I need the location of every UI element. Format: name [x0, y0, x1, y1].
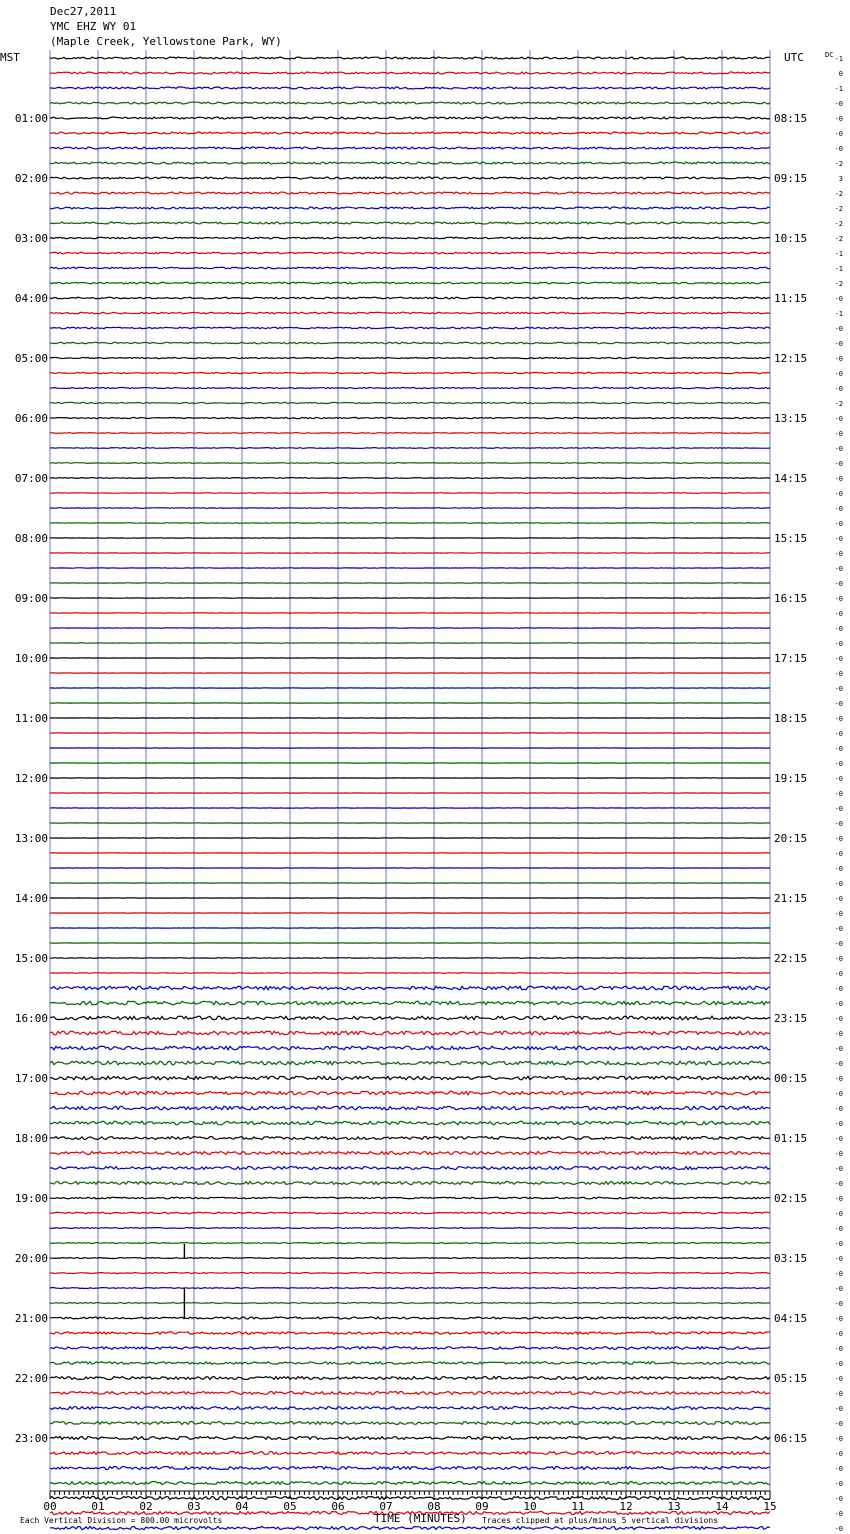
seismic-trace [50, 1243, 770, 1244]
seismic-trace [50, 297, 770, 299]
dc-offset-value: -1 [834, 55, 843, 63]
seismic-trace [50, 1407, 770, 1410]
dc-offset-value: -0 [834, 355, 843, 363]
x-tick-label: 05 [283, 1500, 297, 1513]
hour-label-mst: 05:00 [14, 352, 48, 365]
dc-offset-value: -0 [834, 910, 843, 918]
dc-offset-value: 0 [838, 70, 843, 78]
dc-offset-value: -0 [834, 445, 843, 453]
dc-offset-value: -0 [834, 1075, 843, 1083]
dc-offset-value: -0 [834, 505, 843, 513]
dc-offset-value: -0 [834, 1510, 843, 1518]
hour-label-utc: 19:15 [774, 772, 808, 785]
dc-offset-value: -0 [834, 1405, 843, 1413]
hour-label-utc: 12:15 [774, 352, 808, 365]
seismic-trace [50, 387, 770, 388]
seismic-trace [50, 1167, 770, 1170]
dc-offset-value: -2 [834, 220, 843, 228]
dc-offset-value: -0 [834, 625, 843, 633]
dc-offset-value: -0 [834, 790, 843, 798]
dc-offset-value: -2 [834, 190, 843, 198]
seismic-trace [50, 1031, 770, 1035]
dc-offset-value: -0 [834, 1360, 843, 1368]
seismic-trace [50, 986, 770, 990]
seismic-trace [50, 1182, 770, 1185]
clipping-note: Traces clipped at plus/minus 5 vertical divisions [482, 1516, 719, 1525]
seismic-trace [50, 1228, 770, 1229]
seismic-trace [50, 973, 770, 974]
dc-offset-value: -0 [834, 1390, 843, 1398]
seismic-trace [50, 463, 770, 464]
dc-offset-value: -2 [834, 205, 843, 213]
dc-offset-value: -0 [834, 1210, 843, 1218]
seismic-trace [50, 1273, 770, 1274]
dc-offset-value: -0 [834, 100, 843, 108]
vertical-scale-note: Each Vertical Division = 800.00 microvolts [20, 1516, 223, 1525]
dc-offset-value: -0 [834, 1030, 843, 1038]
dc-offset-value: -2 [834, 280, 843, 288]
dc-offset-value: -0 [834, 1255, 843, 1263]
dc-offset-value: -0 [834, 490, 843, 498]
hour-label-mst: 21:00 [14, 1312, 48, 1325]
dc-offset-value: -0 [834, 1225, 843, 1233]
seismic-trace [50, 1212, 770, 1214]
seismic-trace [50, 237, 770, 239]
dc-offset-value: -0 [834, 385, 843, 393]
hour-label-utc: 09:15 [774, 172, 808, 185]
seismic-trace [50, 117, 770, 119]
dc-offset-value: -0 [834, 775, 843, 783]
seismic-trace [50, 1422, 770, 1425]
dc-offset-value: -0 [834, 610, 843, 618]
seismic-trace [50, 1121, 770, 1125]
hour-label-utc: 02:15 [774, 1192, 808, 1205]
hour-label-utc: 11:15 [774, 292, 808, 305]
seismic-trace [50, 402, 770, 403]
x-tick-label: 14 [715, 1500, 729, 1513]
dc-offset-value: -0 [834, 1465, 843, 1473]
dc-offset-value: -0 [834, 1240, 843, 1248]
seismic-trace [50, 1016, 770, 1020]
hour-label-utc: 10:15 [774, 232, 808, 245]
hour-label-mst: 13:00 [14, 832, 48, 845]
hour-label-mst: 02:00 [14, 172, 48, 185]
dc-offset-value: -1 [834, 310, 843, 318]
hour-label-mst: 14:00 [14, 892, 48, 905]
hour-label-utc: 23:15 [774, 1012, 808, 1025]
seismic-trace [50, 1258, 770, 1259]
dc-offset-value: -0 [834, 1000, 843, 1008]
dc-offset-value: -0 [834, 1330, 843, 1338]
x-tick-label: 08 [427, 1500, 441, 1513]
dc-offset-value: -0 [834, 685, 843, 693]
dc-offset-value: -0 [834, 370, 843, 378]
hour-label-utc: 00:15 [774, 1072, 808, 1085]
hour-label-mst: 09:00 [14, 592, 48, 605]
seismic-trace [50, 282, 770, 284]
dc-offset-value: -0 [834, 655, 843, 663]
seismic-trace [50, 162, 770, 164]
dc-offset-value: -0 [834, 745, 843, 753]
dc-offset-value: -0 [834, 730, 843, 738]
dc-offset-value: -0 [834, 1435, 843, 1443]
hour-label-utc: 01:15 [774, 1132, 808, 1145]
dc-offset-value: -0 [834, 550, 843, 558]
hour-label-mst: 10:00 [14, 652, 48, 665]
hour-label-utc: 15:15 [774, 532, 808, 545]
hour-label-utc: 16:15 [774, 592, 808, 605]
dc-offset-value: -0 [834, 295, 843, 303]
dc-offset-value: -0 [834, 325, 843, 333]
hour-label-utc: 18:15 [774, 712, 808, 725]
seismic-trace [50, 222, 770, 224]
dc-offset-value: -2 [834, 160, 843, 168]
seismic-trace [50, 1091, 770, 1095]
seismic-trace [50, 1526, 770, 1529]
dc-offset-value: -0 [834, 820, 843, 828]
dc-offset-value: -0 [834, 1090, 843, 1098]
right-timezone-label: UTC [784, 51, 804, 64]
hour-label-mst: 08:00 [14, 532, 48, 545]
seismic-trace [50, 132, 770, 134]
x-tick-label: 00 [43, 1500, 57, 1513]
x-tick-label: 13 [667, 1500, 681, 1513]
dc-offset-value: -0 [834, 340, 843, 348]
seismic-trace [50, 1332, 770, 1335]
dc-offset-value: -1 [834, 265, 843, 273]
seismic-trace [50, 1362, 770, 1365]
seismic-trace [50, 147, 770, 149]
dc-offset-value: -0 [834, 1345, 843, 1353]
x-tick-label: 04 [235, 1500, 249, 1513]
dc-offset-value: -0 [834, 1045, 843, 1053]
chart-station: YMC EHZ WY 01 [50, 20, 137, 33]
dc-offset-value: -0 [834, 1135, 843, 1143]
dc-offset-value: -0 [834, 1495, 843, 1503]
hour-label-mst: 20:00 [14, 1252, 48, 1265]
hour-label-utc: 03:15 [774, 1252, 808, 1265]
seismic-trace [50, 1137, 770, 1140]
hour-label-utc: 04:15 [774, 1312, 808, 1325]
dc-offset-value: -0 [834, 460, 843, 468]
seismic-trace [50, 177, 770, 179]
seismic-trace [50, 57, 770, 59]
dc-offset-value: -0 [834, 985, 843, 993]
dc-offset-value: -0 [834, 565, 843, 573]
hour-label-mst: 16:00 [14, 1012, 48, 1025]
seismic-trace [50, 102, 770, 104]
hour-label-mst: 19:00 [14, 1192, 48, 1205]
dc-offset-value: -0 [834, 850, 843, 858]
dc-offset-value: -0 [834, 145, 843, 153]
seismic-trace [50, 372, 770, 373]
x-tick-label: 07 [379, 1500, 393, 1513]
dc-offset-value: -0 [834, 1270, 843, 1278]
dc-offset-value: -0 [834, 970, 843, 978]
dc-offset-value: -0 [834, 130, 843, 138]
dc-offset-value: -2 [834, 235, 843, 243]
dc-offset-value: -0 [834, 955, 843, 963]
x-tick-label: 15 [763, 1500, 777, 1513]
dc-offset-value: -0 [834, 1480, 843, 1488]
dc-offset-value: -1 [834, 85, 843, 93]
hour-label-mst: 23:00 [14, 1432, 48, 1445]
seismic-trace [50, 1496, 770, 1499]
dc-offset-value: -0 [834, 1315, 843, 1323]
seismic-trace [50, 1392, 770, 1395]
seismic-trace [50, 1377, 770, 1380]
dc-offset-value: -0 [834, 1525, 843, 1533]
seismic-trace [50, 508, 770, 509]
seismic-trace [50, 267, 770, 269]
seismic-trace [50, 448, 770, 449]
dc-offset-value: -0 [834, 700, 843, 708]
seismic-trace [50, 192, 770, 194]
seismic-trace [50, 87, 770, 89]
dc-offset-value: -0 [834, 1150, 843, 1158]
dc-offset-value: -0 [834, 640, 843, 648]
x-tick-label: 11 [571, 1500, 585, 1513]
seismic-trace [50, 1152, 770, 1155]
dc-offset-value: -0 [834, 520, 843, 528]
dc-offset-value: -0 [834, 1195, 843, 1203]
dc-offset-value: -0 [834, 760, 843, 768]
hour-label-mst: 04:00 [14, 292, 48, 305]
hour-label-utc: 06:15 [774, 1432, 808, 1445]
dc-offset-value: -0 [834, 115, 843, 123]
seismic-trace [50, 478, 770, 479]
seismic-trace [50, 523, 770, 524]
dc-offset-value: -0 [834, 925, 843, 933]
dc-offset-value: -0 [834, 535, 843, 543]
dc-offset-value: -0 [834, 1105, 843, 1113]
hour-label-mst: 15:00 [14, 952, 48, 965]
dc-offset-value: -0 [834, 1450, 843, 1458]
seismic-trace [50, 1106, 770, 1110]
x-tick-label: 06 [331, 1500, 345, 1513]
hour-label-mst: 17:00 [14, 1072, 48, 1085]
dc-offset-value: -0 [834, 1015, 843, 1023]
seismic-trace [50, 433, 770, 434]
dc-offset-value: -0 [834, 880, 843, 888]
dc-offset-value: -0 [834, 1285, 843, 1293]
dc-offset-value: 3 [838, 175, 843, 183]
seismic-trace [50, 327, 770, 329]
dc-offset-value: -0 [834, 1165, 843, 1173]
seismic-trace [50, 1061, 770, 1065]
hour-label-mst: 01:00 [14, 112, 48, 125]
dc-offset-header: DC [825, 51, 834, 59]
seismic-trace [50, 1076, 770, 1080]
dc-offset-value: -0 [834, 430, 843, 438]
dc-offset-value: -0 [834, 895, 843, 903]
hour-label-mst: 12:00 [14, 772, 48, 785]
dc-offset-value: -0 [834, 1060, 843, 1068]
dc-offset-value: -0 [834, 595, 843, 603]
seismic-trace [50, 1288, 770, 1289]
dc-offset-value: -1 [834, 250, 843, 258]
dc-offset-value: -2 [834, 400, 843, 408]
dc-offset-value: -0 [834, 475, 843, 483]
hour-label-utc: 17:15 [774, 652, 808, 665]
seismic-trace [50, 1317, 770, 1319]
seismic-trace [50, 342, 770, 344]
hour-label-mst: 06:00 [14, 412, 48, 425]
dc-offset-value: -0 [834, 940, 843, 948]
x-tick-label: 09 [475, 1500, 489, 1513]
hour-label-utc: 05:15 [774, 1372, 808, 1385]
dc-offset-value: -0 [834, 1120, 843, 1128]
dc-offset-value: -0 [834, 1180, 843, 1188]
hour-label-mst: 18:00 [14, 1132, 48, 1145]
seismic-trace [50, 1482, 770, 1485]
hour-label-mst: 03:00 [14, 232, 48, 245]
seismic-trace [50, 1347, 770, 1350]
x-axis-title: TIME (MINUTES) [374, 1512, 467, 1525]
seismic-trace [50, 357, 770, 358]
x-tick-label: 02 [139, 1500, 153, 1513]
seismic-trace [50, 1437, 770, 1440]
seismic-trace [50, 958, 770, 959]
hour-label-utc: 13:15 [774, 412, 808, 425]
x-tick-label: 10 [523, 1500, 537, 1513]
seismic-trace [50, 1001, 770, 1005]
hour-label-utc: 08:15 [774, 112, 808, 125]
seismic-trace [50, 493, 770, 494]
dc-offset-value: -0 [834, 670, 843, 678]
seismic-trace [50, 417, 770, 418]
hour-label-mst: 11:00 [14, 712, 48, 725]
seismic-trace [50, 207, 770, 209]
hour-label-utc: 20:15 [774, 832, 808, 845]
hour-label-mst: 22:00 [14, 1372, 48, 1385]
x-tick-label: 12 [619, 1500, 633, 1513]
hour-label-utc: 22:15 [774, 952, 808, 965]
dc-offset-value: -0 [834, 580, 843, 588]
seismic-trace [50, 1046, 770, 1050]
chart-date: Dec27,2011 [50, 5, 117, 18]
x-tick-label: 03 [187, 1500, 201, 1513]
x-tick-label: 01 [91, 1500, 105, 1513]
seismic-trace [50, 1467, 770, 1470]
seismic-trace [50, 72, 770, 74]
left-timezone-label: MST [0, 51, 20, 64]
dc-offset-value: -0 [834, 715, 843, 723]
seismic-trace [50, 1197, 770, 1199]
hour-label-mst: 07:00 [14, 472, 48, 485]
dc-offset-value: -0 [834, 1420, 843, 1428]
dc-offset-value: -0 [834, 1300, 843, 1308]
seismic-trace [50, 1303, 770, 1304]
dc-offset-value: -0 [834, 835, 843, 843]
seismic-trace [50, 1452, 770, 1455]
chart-location: (Maple Creek, Yellowstone Park, WY) [50, 35, 282, 48]
dc-offset-value: -0 [834, 865, 843, 873]
dc-offset-value: -0 [834, 1375, 843, 1383]
dc-offset-value: -0 [834, 805, 843, 813]
seismic-trace [50, 312, 770, 314]
dc-offset-value: -0 [834, 415, 843, 423]
seismic-trace [50, 252, 770, 254]
hour-label-utc: 14:15 [774, 472, 808, 485]
hour-label-utc: 21:15 [774, 892, 808, 905]
